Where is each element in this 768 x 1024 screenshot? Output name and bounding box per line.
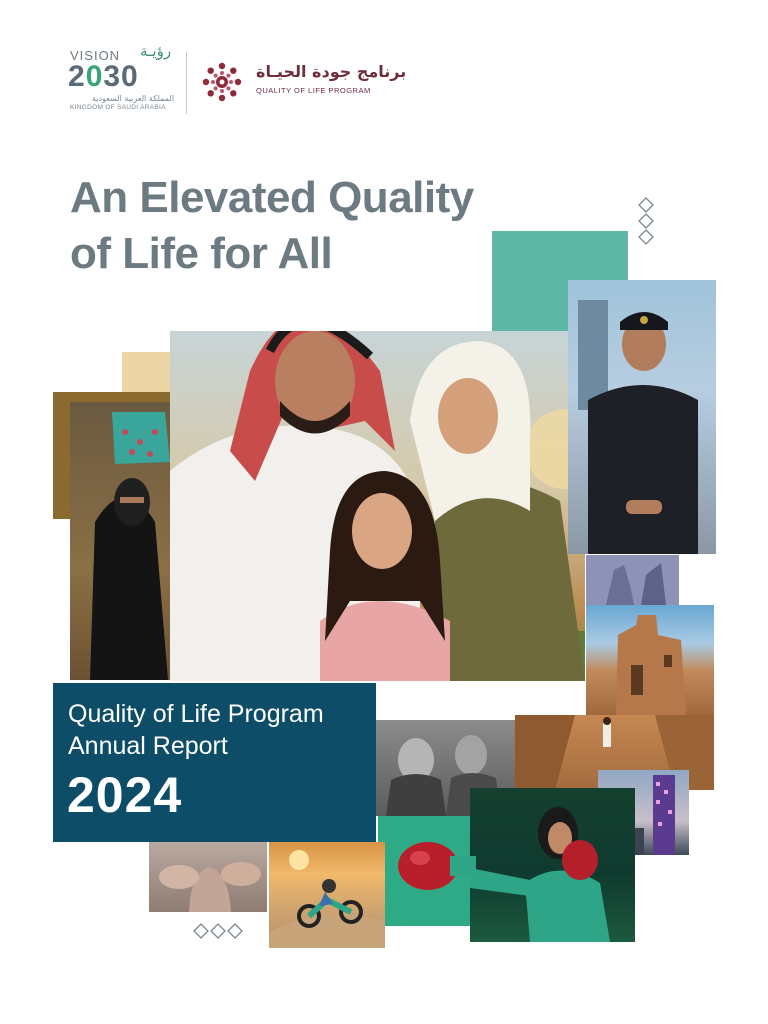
report-year: 2024	[67, 767, 183, 823]
vision-year-digit-2: 2	[68, 60, 86, 93]
program-arabic-name: برنامج جودة الحيـاة	[256, 62, 407, 81]
program-english-name: QUALITY OF LIFE PROGRAM	[256, 86, 371, 95]
sand-block	[122, 352, 170, 392]
pottery-illustration	[149, 842, 267, 912]
vision-sub-english: KINGDOM OF SAUDI ARABIA	[70, 104, 166, 111]
monument-photo	[586, 555, 679, 605]
family-photo	[170, 331, 585, 681]
report-title-box	[53, 683, 376, 842]
boxing-photo	[470, 788, 635, 942]
vision-2030-logo	[68, 60, 139, 94]
motocross-illustration	[269, 842, 385, 948]
boxing-illustration	[470, 788, 635, 942]
vision-year-digits-30: 30	[103, 60, 139, 93]
headline-line-1: An Elevated Quality	[70, 173, 474, 222]
logo-divider	[186, 52, 187, 114]
heritage-site-photo	[586, 605, 714, 715]
cover-headline	[70, 170, 500, 282]
vision-sub-arabic: المملكة العربية السعودية	[92, 94, 175, 103]
diamond-chain-icon	[192, 922, 248, 940]
vision-arabic-label: رؤيـة	[140, 42, 172, 60]
motocross-photo	[269, 842, 385, 948]
pottery-photo	[149, 842, 267, 912]
officer-illustration	[568, 280, 716, 554]
family-illustration	[170, 331, 585, 681]
artisan-woman-photo	[70, 402, 170, 680]
report-title-line-1: Quality of Life Program	[68, 700, 324, 728]
boxing-glove-icon	[396, 838, 476, 894]
heritage-site-illustration	[586, 605, 714, 715]
artisan-woman-illustration	[70, 402, 170, 680]
quality-of-life-emblem	[198, 58, 246, 106]
headline-line-2: of Life for All	[70, 229, 333, 278]
report-title-line-2: Annual Report	[68, 732, 228, 760]
diamond-chain-icon	[636, 196, 656, 248]
vision-label: VISION	[70, 48, 121, 63]
monument-illustration	[586, 555, 679, 605]
officer-photo	[568, 280, 716, 554]
vision-year-digit-0: 0	[85, 60, 104, 93]
